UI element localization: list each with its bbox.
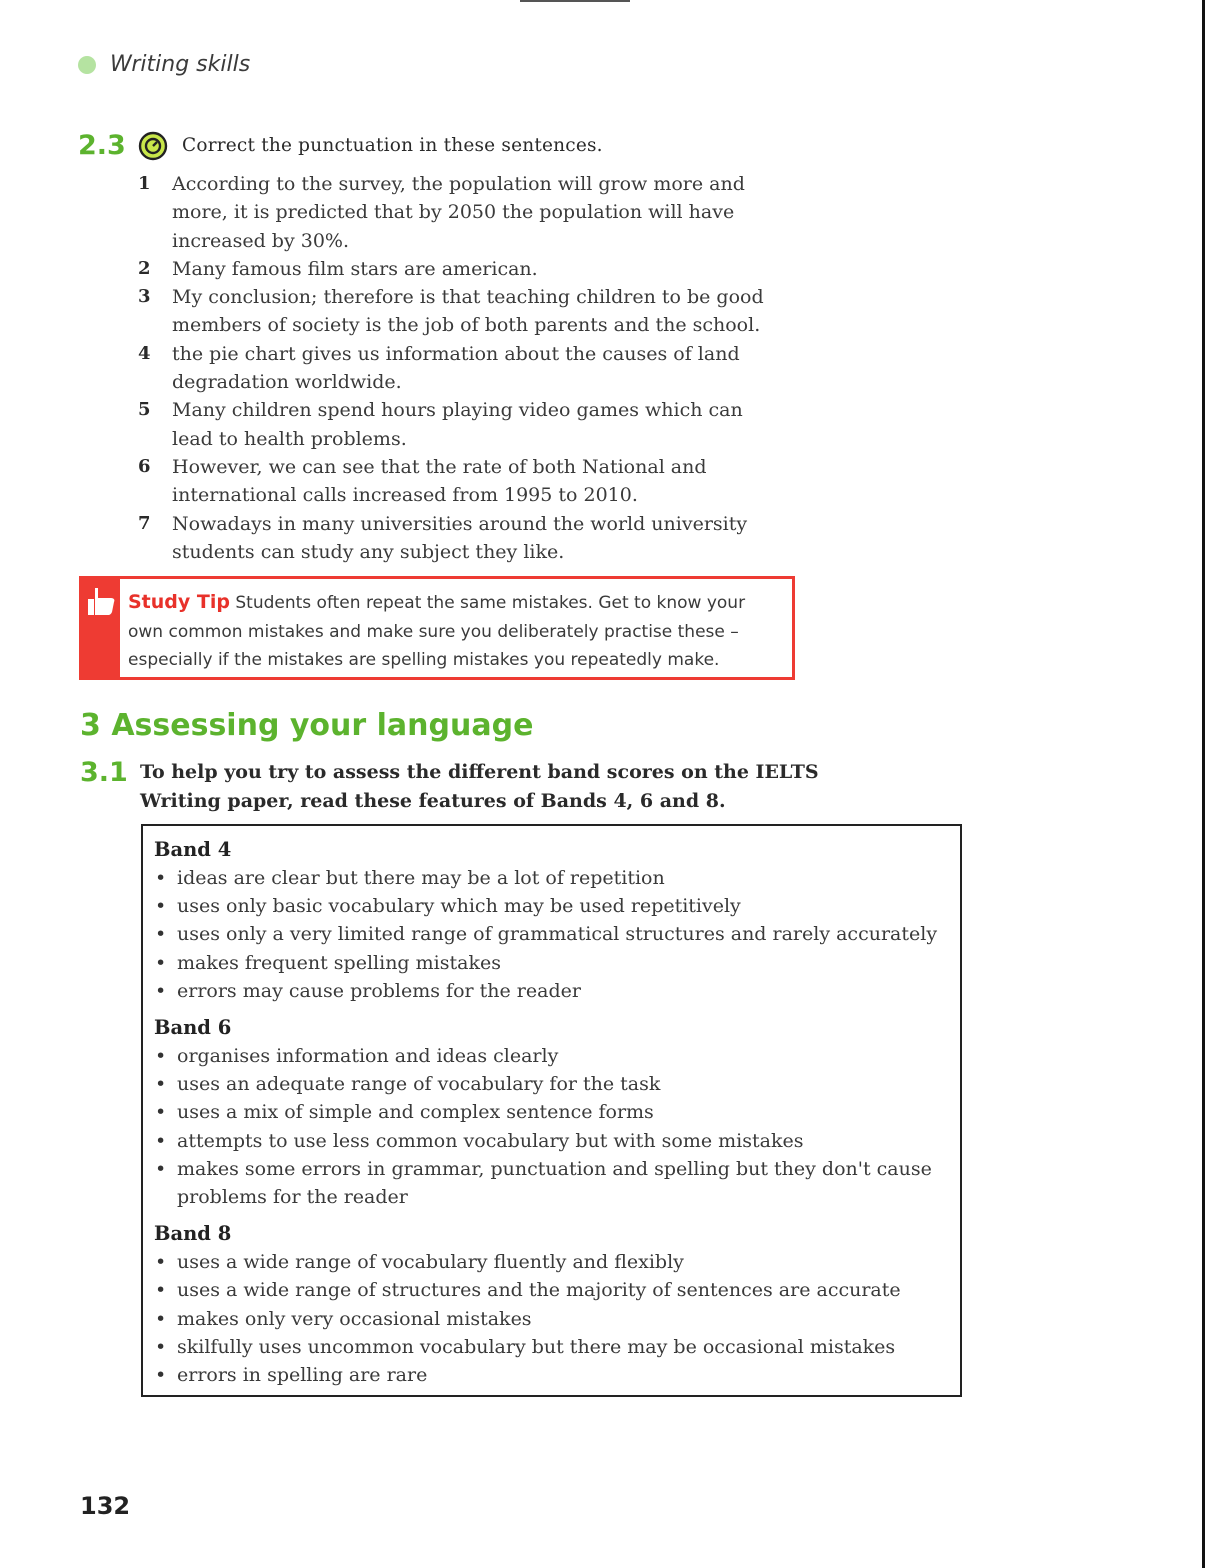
list-item (154, 1361, 960, 1389)
bullet-icon: • (155, 1101, 167, 1124)
feature-text: uses only basic vocabulary which may be used repetitively (177, 895, 741, 918)
bullet-icon: • (155, 867, 167, 889)
list-item (154, 977, 960, 1005)
bullet-icon: • (155, 951, 167, 974)
list-item (154, 1042, 960, 1070)
item-text: Nowadays in many universities around the world university students can study any subject they like. (172, 512, 748, 563)
section-heading: 3 Assessing your language (80, 708, 534, 743)
exercise-3-1-header (80, 758, 820, 816)
bullet-icon: • (155, 1335, 167, 1358)
list-item (138, 283, 778, 340)
band-title: Band 4 (154, 838, 232, 861)
list-item (154, 949, 960, 977)
feature-text: errors may cause problems for the reader (177, 979, 581, 1002)
list-item (154, 1305, 960, 1333)
exercise-instruction: To help you try to assess the different band scores on the IELTS Writing paper, read these features of Bands 4, 6 and 8. (140, 761, 819, 812)
item-number: 1 (138, 173, 151, 194)
band-title: Band 6 (154, 1016, 232, 1040)
list-item (154, 1155, 960, 1211)
list-item (138, 396, 778, 453)
item-text: My conclusion; therefore is that teaching children to be good members of society is the job of both parents and the school. (172, 286, 764, 337)
sentence-list (138, 170, 778, 566)
exercise-number: 2.3 (78, 130, 126, 161)
top-edge-line (520, 0, 630, 2)
page-number: 132 (80, 1492, 131, 1520)
feature-text: ideas are clear but there may be a lot of repetition (177, 867, 665, 889)
band-feature-list (154, 1248, 960, 1389)
list-item (154, 1333, 960, 1361)
bullet-icon: • (155, 1251, 167, 1274)
band-features-box (141, 824, 962, 1397)
bullet-icon: • (155, 1045, 167, 1068)
list-item (154, 1098, 960, 1126)
list-item (154, 1127, 960, 1155)
item-number: 3 (138, 286, 151, 308)
timer-icon (138, 131, 168, 161)
item-number: 2 (138, 257, 151, 279)
study-tip-text: Students often repeat the same mistakes. Get to know your own common mistakes and make sure you deliberately practise these – especially if the mistakes are spelling mistakes you repeatedly make. (128, 593, 746, 670)
list-item (138, 170, 778, 255)
running-header-title: Writing skills (110, 52, 251, 77)
item-number: 4 (138, 342, 151, 364)
bullet-icon: • (155, 979, 167, 1002)
running-header (78, 52, 250, 77)
bullet-icon: • (155, 1157, 167, 1180)
item-number: 5 (138, 399, 151, 421)
bullet-icon: • (155, 1307, 167, 1330)
feature-text: makes frequent spelling mistakes (177, 951, 501, 974)
feature-text: makes some errors in grammar, punctuation and spelling but they don't cause problems for the reader (177, 1157, 932, 1209)
feature-text: skilfully uses uncommon vocabulary but there may be occasional mistakes (177, 1335, 896, 1358)
list-item (154, 1248, 960, 1276)
item-number: 6 (138, 455, 151, 477)
item-text: According to the survey, the population will grow more and more, it is predicted that by 2050 the population will have increased by 30%. (172, 173, 745, 252)
item-text: the pie chart gives us information about the causes of land degradation worldwide. (172, 342, 740, 394)
list-item (154, 920, 960, 948)
study-tip-label: Study Tip (128, 591, 230, 613)
list-item (138, 510, 778, 567)
feature-text: uses an adequate range of vocabulary for the task (177, 1073, 661, 1096)
feature-text: uses a wide range of structures and the majority of sentences are accurate (177, 1279, 901, 1302)
feature-text: attempts to use less common vocabulary but with some mistakes (177, 1129, 804, 1152)
bullet-icon: • (155, 923, 167, 946)
list-item (138, 255, 778, 283)
bullet-icon: • (155, 1129, 167, 1152)
feature-text: uses a mix of simple and complex sentence forms (177, 1101, 654, 1124)
page-right-edge (1202, 0, 1205, 1568)
item-text: Many children spend hours playing video games which can lead to health problems. (172, 399, 743, 450)
bullet-icon: • (155, 1073, 167, 1096)
study-tip-box (79, 576, 795, 680)
list-item (138, 340, 778, 397)
feature-text: makes only very occasional mistakes (177, 1307, 532, 1330)
feature-text: uses a wide range of vocabulary fluently and flexibly (177, 1251, 684, 1274)
band-feature-list (154, 1042, 960, 1211)
list-item (154, 1276, 960, 1304)
study-tip-bar (82, 579, 120, 677)
list-item (154, 864, 960, 892)
exercise-2-3-header (78, 130, 603, 161)
feature-text: organises information and ideas clearly (177, 1045, 559, 1068)
feature-text: uses only a very limited range of grammatical structures and rarely accurately (177, 923, 938, 946)
list-item (154, 1070, 960, 1098)
item-text: Many famous film stars are american. (172, 257, 538, 280)
list-item (138, 453, 778, 510)
exercise-number: 3.1 (80, 757, 128, 788)
list-item (154, 892, 960, 920)
item-text: However, we can see that the rate of both National and international calls increased from 1995 to 2010. (172, 455, 707, 507)
bullet-icon: • (155, 1279, 167, 1302)
feature-text: errors in spelling are rare (177, 1364, 428, 1387)
study-tip-content (120, 579, 792, 677)
item-number: 7 (138, 512, 151, 534)
bullet-icon: • (155, 1364, 167, 1387)
band-feature-list (154, 864, 960, 1005)
thumbs-up-icon (85, 585, 117, 619)
green-dot-icon (78, 56, 96, 74)
bullet-icon: • (155, 895, 167, 918)
exercise-instruction: Correct the punctuation in these sentences. (182, 135, 603, 156)
band-title: Band 8 (154, 1222, 232, 1246)
